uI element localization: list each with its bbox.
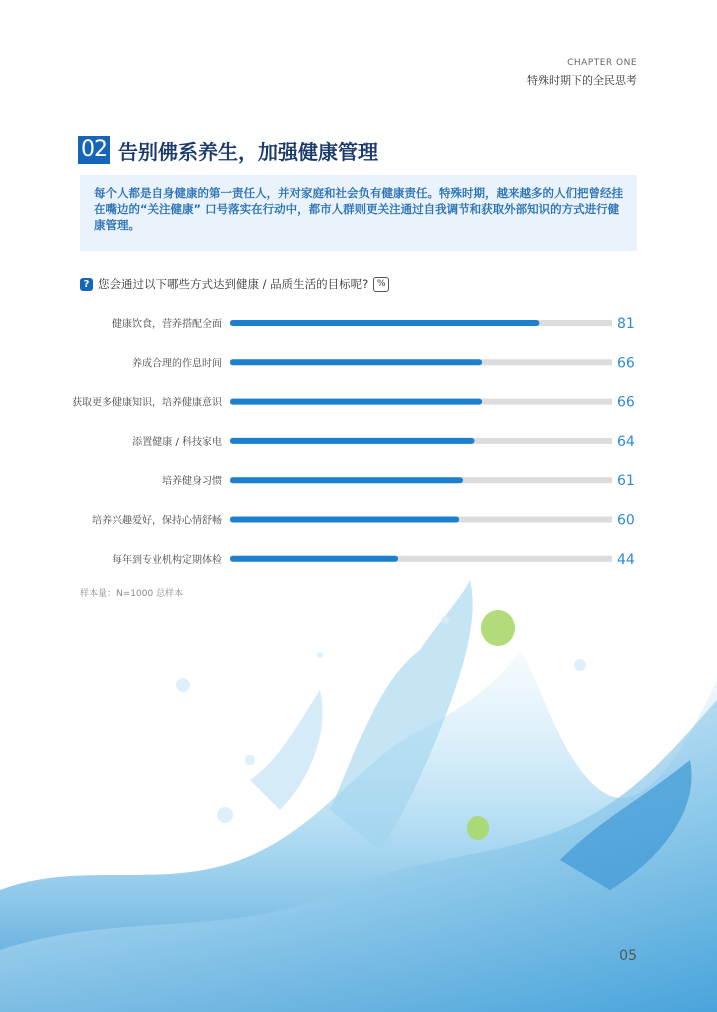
sample-note: 样本量：N=1000 总样本 <box>80 589 184 599</box>
bar <box>230 399 482 405</box>
section-title: 告别佛系养生，加强健康管理 <box>118 139 378 164</box>
bar-category-label: 每年到专业机构定期体检 <box>112 554 222 566</box>
bar-category-label: 培养健身习惯 <box>162 476 222 488</box>
question-icon: ? <box>80 278 93 291</box>
bar-value-label: 66 <box>617 355 635 372</box>
bar-value-label: 66 <box>617 394 635 411</box>
intro-box: 每个人都是自身健康的第一责任人，并对家庭和社会负有健康责任。特殊时期，越来越多的人们把曾经挂在嘴边的“关注健康” 口号落实在行动中，都市人群则更关注通过自我调节和获取外部知识的方式进行健康管理。 <box>80 175 637 251</box>
leaf-icon <box>467 816 489 840</box>
bar <box>230 517 459 523</box>
bar-category-label: 培养兴趣爱好，保持心情舒畅 <box>92 515 222 527</box>
bar <box>230 359 482 365</box>
question-text: 您会通过以下哪些方式达到健康 / 品质生活的目标呢? <box>98 277 369 291</box>
survey-question <box>80 276 389 292</box>
bar-chart <box>0 300 717 580</box>
section-heading <box>78 136 378 164</box>
bar-value-label: 81 <box>617 316 635 332</box>
percent-icon: % <box>373 277 389 292</box>
bar <box>230 438 474 444</box>
bar-category-label: 养成合理的作息时间 <box>132 358 222 370</box>
water-splash-illustration <box>0 560 717 1012</box>
bar-value-label: 44 <box>617 551 635 568</box>
bar-category-label: 获取更多健康知识，培养健康意识 <box>72 397 222 409</box>
chapter-subtitle: 特殊时期下的全民思考 <box>527 74 637 87</box>
page-number: 05 <box>619 948 637 964</box>
chapter-label: CHAPTER ONE <box>567 58 637 68</box>
bar <box>230 320 539 326</box>
bar-value-label: 61 <box>617 473 635 490</box>
leaf-icon <box>481 610 515 646</box>
bar-category-label: 添置健康 / 科技家电 <box>132 436 222 448</box>
section-number: 02 <box>78 136 110 164</box>
bar <box>230 477 463 483</box>
bar-value-label: 60 <box>617 512 635 529</box>
bar-value-label: 64 <box>617 433 635 450</box>
bar-category-label: 健康饮食，营养搭配全面 <box>112 319 222 330</box>
